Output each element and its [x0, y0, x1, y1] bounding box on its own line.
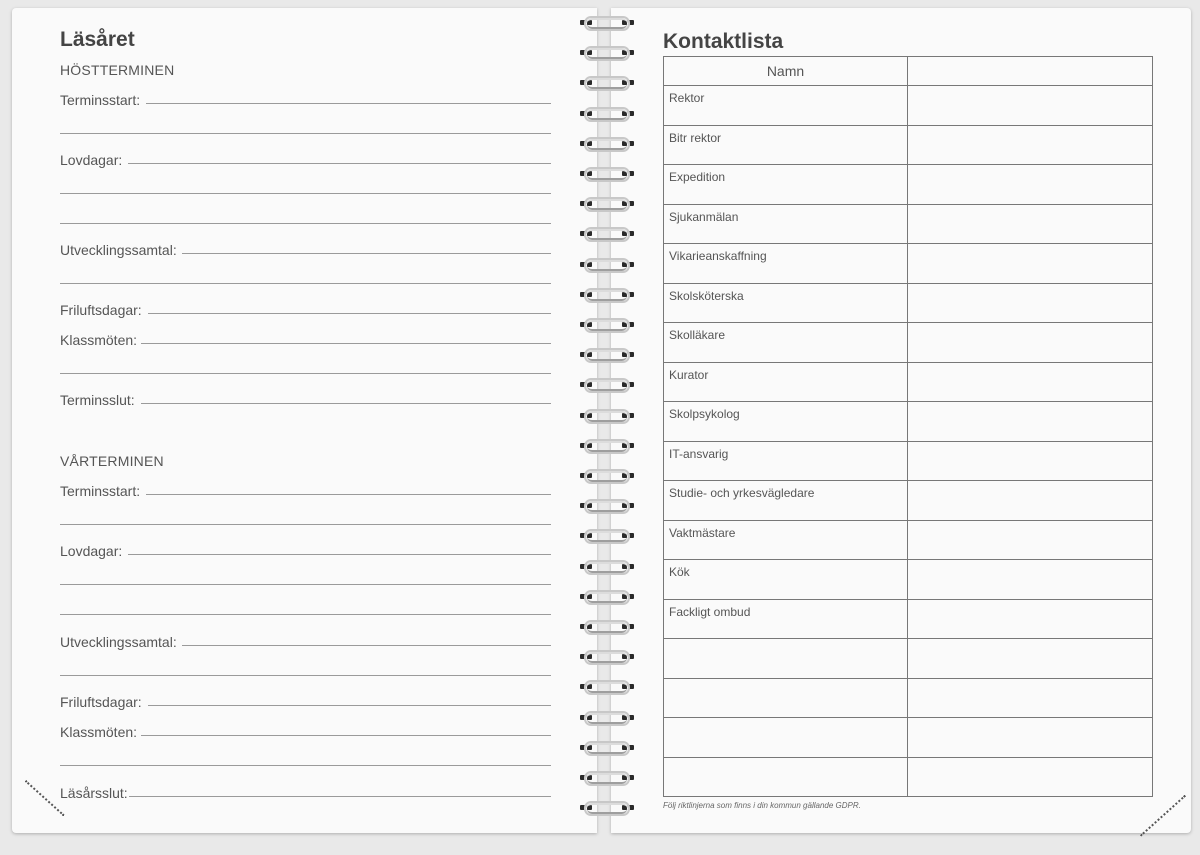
- table-row: [664, 86, 1153, 126]
- write-line[interactable]: [60, 133, 551, 134]
- spiral-coil: [578, 165, 636, 181]
- table-row: [664, 599, 1153, 639]
- field-label: Lovdagar:: [60, 543, 123, 559]
- contact-role-cell: Kök: [664, 560, 908, 600]
- contact-entry-cell[interactable]: [908, 441, 1153, 481]
- table-row: [664, 757, 1153, 797]
- spiral-coil: [578, 14, 636, 30]
- contact-role-cell: Rektor: [664, 86, 908, 126]
- table-row: [664, 481, 1153, 521]
- table-row: [664, 441, 1153, 481]
- contact-entry-cell[interactable]: [908, 125, 1153, 165]
- contact-entry-cell[interactable]: [908, 757, 1153, 797]
- field-label: Friluftsdagar:: [60, 694, 142, 710]
- contact-role-cell: [664, 639, 908, 679]
- write-line[interactable]: [128, 163, 551, 164]
- spiral-coil: [578, 256, 636, 272]
- contact-entry-cell[interactable]: [908, 599, 1153, 639]
- spiral-coil: [578, 467, 636, 483]
- spiral-coil: [578, 709, 636, 725]
- contact-entry-cell[interactable]: [908, 323, 1153, 363]
- table-row: [664, 244, 1153, 284]
- table-row: [664, 678, 1153, 718]
- spiral-coil: [578, 105, 636, 121]
- field-label: Utvecklingssamtal:: [60, 242, 177, 258]
- table-row: [664, 204, 1153, 244]
- contact-table: [663, 56, 1153, 797]
- contact-role-cell: [664, 757, 908, 797]
- table-row: [664, 165, 1153, 205]
- contact-entry-cell[interactable]: [908, 520, 1153, 560]
- contact-role-cell: Studie- och yrkesvägledare: [664, 481, 908, 521]
- write-line[interactable]: [141, 735, 551, 736]
- write-line[interactable]: [60, 614, 551, 615]
- autumn-heading: HÖSTTERMINEN: [60, 62, 175, 78]
- field-label: Läsårsslut:: [60, 785, 128, 801]
- contact-role-cell: Bitr rektor: [664, 125, 908, 165]
- spiral-coil: [578, 376, 636, 392]
- write-line[interactable]: [60, 765, 551, 766]
- table-row: [664, 125, 1153, 165]
- spiral-coil: [578, 437, 636, 453]
- table-row: [664, 718, 1153, 758]
- table-row: [664, 520, 1153, 560]
- contact-role-cell: Kurator: [664, 362, 908, 402]
- gdpr-footnote: Följ riktlinjerna som finns i din kommun gällande GDPR.: [663, 801, 861, 810]
- contact-entry-cell[interactable]: [908, 639, 1153, 679]
- write-line[interactable]: [182, 253, 551, 254]
- contact-entry-cell[interactable]: [908, 283, 1153, 323]
- write-line[interactable]: [60, 675, 551, 676]
- write-line[interactable]: [146, 103, 551, 104]
- write-line[interactable]: [60, 223, 551, 224]
- write-line[interactable]: [148, 705, 551, 706]
- spiral-coil: [578, 74, 636, 90]
- contact-role-cell: Expedition: [664, 165, 908, 205]
- spiral-binding: [578, 14, 636, 829]
- spiral-coil: [578, 195, 636, 211]
- contact-entry-cell[interactable]: [908, 481, 1153, 521]
- spiral-coil: [578, 558, 636, 574]
- table-row: [664, 362, 1153, 402]
- table-row: [664, 323, 1153, 363]
- contact-entry-cell[interactable]: [908, 678, 1153, 718]
- contact-role-cell: Vikarieanskaffning: [664, 244, 908, 284]
- write-line[interactable]: [141, 403, 551, 404]
- contact-role-cell: [664, 718, 908, 758]
- left-page-title: Läsåret: [60, 28, 135, 51]
- spiral-coil: [578, 346, 636, 362]
- spiral-coil: [578, 135, 636, 151]
- write-line[interactable]: [128, 554, 551, 555]
- contact-role-cell: Skolsköterska: [664, 283, 908, 323]
- write-line[interactable]: [60, 283, 551, 284]
- spiral-coil: [578, 588, 636, 604]
- contact-entry-cell[interactable]: [908, 204, 1153, 244]
- contact-entry-cell[interactable]: [908, 86, 1153, 126]
- write-line[interactable]: [60, 373, 551, 374]
- contact-entry-cell[interactable]: [908, 718, 1153, 758]
- contact-entry-cell[interactable]: [908, 165, 1153, 205]
- contact-role-cell: [664, 678, 908, 718]
- write-line[interactable]: [60, 524, 551, 525]
- spiral-coil: [578, 648, 636, 664]
- contact-role-cell: Skolläkare: [664, 323, 908, 363]
- spiral-coil: [578, 407, 636, 423]
- write-line[interactable]: [182, 645, 551, 646]
- spiral-coil: [578, 44, 636, 60]
- field-label: Lovdagar:: [60, 152, 123, 168]
- spiral-coil: [578, 286, 636, 302]
- spiral-coil: [578, 497, 636, 513]
- table-row: [664, 639, 1153, 679]
- spring-heading: VÅRTERMINEN: [60, 453, 164, 469]
- spiral-coil: [578, 527, 636, 543]
- contact-role-cell: Fackligt ombud: [664, 599, 908, 639]
- spiral-coil: [578, 769, 636, 785]
- spiral-coil: [578, 618, 636, 634]
- contact-entry-cell[interactable]: [908, 362, 1153, 402]
- spiral-coil: [578, 739, 636, 755]
- write-line[interactable]: [60, 193, 551, 194]
- field-label: Terminsstart:: [60, 92, 141, 108]
- write-line[interactable]: [60, 584, 551, 585]
- contact-role-cell: Vaktmästare: [664, 520, 908, 560]
- right-page-title: Kontaktlista: [663, 30, 784, 53]
- contact-role-cell: Sjukanmälan: [664, 204, 908, 244]
- table-row: [664, 560, 1153, 600]
- contact-role-cell: IT-ansvarig: [664, 441, 908, 481]
- spiral-coil: [578, 799, 636, 815]
- contact-entry-cell[interactable]: [908, 402, 1153, 442]
- field-label: Klassmöten:: [60, 332, 138, 348]
- name-column-header: Namn: [664, 57, 908, 86]
- spiral-coil: [578, 225, 636, 241]
- field-label: Terminsstart:: [60, 483, 141, 499]
- value-column-header: [908, 57, 1153, 86]
- contact-entry-cell[interactable]: [908, 560, 1153, 600]
- write-line[interactable]: [146, 494, 551, 495]
- table-row: [664, 283, 1153, 323]
- field-label: Klassmöten:: [60, 724, 138, 740]
- spiral-coil: [578, 678, 636, 694]
- field-label: Utvecklingssamtal:: [60, 634, 177, 650]
- field-label: Terminsslut:: [60, 392, 135, 408]
- write-line[interactable]: [141, 343, 551, 344]
- write-line[interactable]: [129, 796, 551, 797]
- field-label: Friluftsdagar:: [60, 302, 142, 318]
- table-row: [664, 402, 1153, 442]
- contact-role-cell: Skolpsykolog: [664, 402, 908, 442]
- contact-entry-cell[interactable]: [908, 244, 1153, 284]
- spiral-coil: [578, 316, 636, 332]
- write-line[interactable]: [148, 313, 551, 314]
